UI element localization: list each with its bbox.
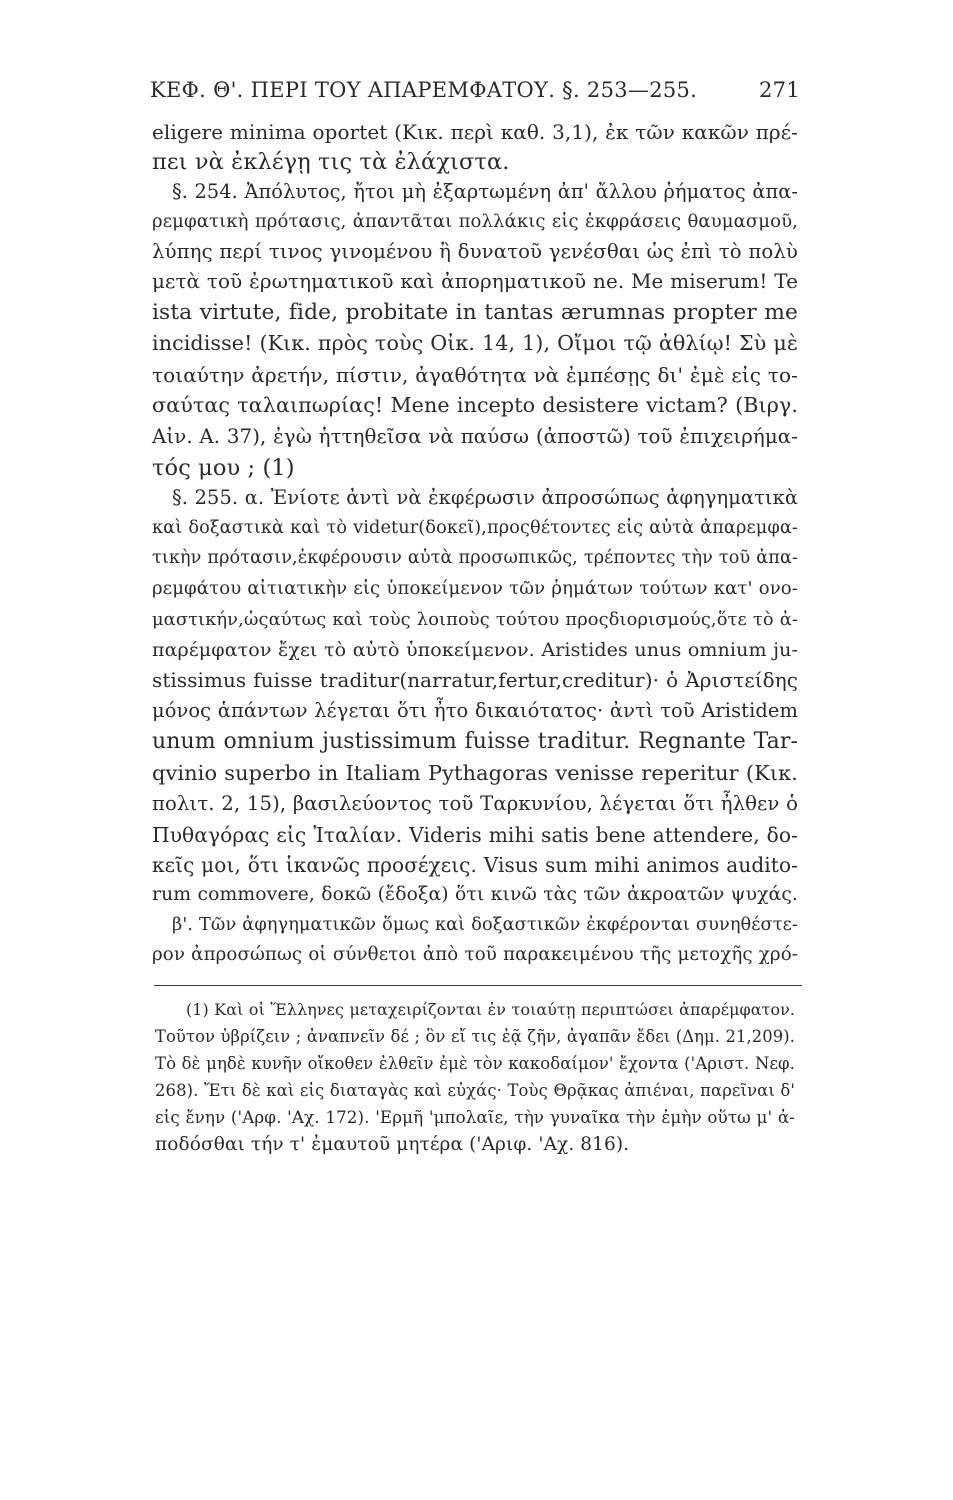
text-line: eligere minima oportet (Κικ. περὶ καθ. 3,1), ἐκ τῶν κακῶν πρέ-	[152, 120, 798, 144]
text-line: stissimus fuisse traditur(narratur,fertur,creditur)· ὁ Ἀριστείδης	[152, 669, 798, 692]
text-line: Πυθαγόρας εἰς Ἰταλίαν. Videris mihi satis bene attendere, δο-	[152, 823, 798, 847]
text-line: πει νὰ ἐκλέγῃ τις τὰ ἐλάχιστα.	[152, 149, 510, 175]
text-line: rum commovere, δοκῶ (ἔδοξα) ὅτι κινῶ τὰς τῶν ἀκροατῶν ψυχάς.	[152, 884, 798, 905]
page-number: 271	[759, 78, 800, 102]
text-line: β'. Τῶν ἀφηγηματικῶν ὅμως καὶ δοξαστικῶν ἐκφέρονται συνηθέστε-	[172, 915, 798, 935]
text-line: ρον ἀπροσώπως οἱ σύνθετοι ἀπὸ τοῦ παρακειμένου τῆς μετοχῆς χρό-	[152, 944, 798, 965]
footnote-rule	[154, 985, 802, 986]
text-line: μόνος ἁπάντων λέγεται ὅτι ἦτο δικαιότατος· ἀντὶ τοῦ Aristidem	[152, 699, 798, 722]
text-line: μαστικήν,ὡςαύτως καὶ τοὺς λοιποὺς τούτου προςδιορισμούς,ὅτε τὸ ἀ-	[152, 609, 798, 630]
text-line: μετὰ τοῦ ἐρωτηματικοῦ καὶ ἀπορηματικοῦ ne. Me miserum! Te	[152, 270, 798, 293]
running-head: ΚΕΦ. Θ'. ΠΕΡΙ ΤΟΥ ΑΠΑΡΕΜΦΑΤΟΥ. §. 253—255.	[150, 78, 698, 102]
text-line: καὶ δοξαστικὰ καὶ τὸ videtur(δοκεῖ),προςθέτοντες εἰς αὐτὰ ἀπαρεμφα-	[152, 518, 798, 538]
text-line: ρεμφατικὴ πρότασις, ἀπαντᾶται πολλάκις εἰς ἐκφράσεις θαυμασμοῦ,	[152, 211, 798, 232]
page-header	[150, 78, 800, 104]
text-line: unum omnium justissimum fuisse traditur. Regnante Tar-	[152, 729, 798, 754]
text-line: λύπης περί τινος γινομένου ἢ δυνατοῦ γενέσθαι ὡς ἐπὶ τὸ πολὺ	[152, 240, 798, 263]
text-line: τικὴν πρότασιν,ἐκφέρουσιν αὐτὰ προσωπικῶς, τρέποντες τὴν τοῦ ἀπα-	[152, 548, 798, 568]
text-line: σαύτας ταλαιπωρίας! Mene incepto desistere victam? (Βιργ.	[152, 393, 798, 417]
footnote-line: ποδόσθαι τήν τ' ἐμαυτοῦ μητέρα ('Αριφ. 'Αχ. 816).	[155, 1134, 630, 1155]
footnote-line: Τὸ δὲ μηδὲ κυνῆν οἴκοθεν ἐλθεῖν ἐμὲ τὸν κακοδαίμον' ἔχοντα ('Αριστ. Νεφ.	[155, 1054, 795, 1073]
footnote-line: 268). Ἔτι δὲ καὶ εἰς διαταγὰς καὶ εὐχάς· Τοὺς Θρᾷκας ἀπιέναι, παρεῖναι δ'	[155, 1081, 795, 1100]
text-line: ista virtute, fide, probitate in tantas ærumnas propter me	[152, 300, 798, 325]
footnote-line: εἰς ἔνην ('Αρφ. 'Αχ. 172). 'Ερμῆ 'μπολαῖε, τὴν γυναῖκα τὴν ἐμὴν οὕτω μ' ἀ-	[155, 1107, 795, 1127]
footnote-line: Τοῦτον ὑβρίζειν ; ἀναπνεῖν δέ ; ὃν εἴ τις ἐᾷ ζῆν, ἀγαπᾶν ἔδει (Δημ. 21,209).	[155, 1027, 795, 1046]
text-line: qvinio superbo in Italiam Pythagoras venisse reperitur (Κικ.	[152, 761, 798, 785]
text-line: Αἰν. Α. 37), ἐγὼ ἡττηθεῖσα νὰ παύσω (ἀποστῶ) τοῦ ἐπιχειρήμα-	[152, 425, 798, 448]
text-line: τός μου ; (1)	[152, 455, 295, 481]
text-line: παρέμφατον ἔχει τὸ αὐτὸ ὑποκείμενον. Aristides unus omnium ju-	[152, 639, 798, 661]
text-line: πολιτ. 2, 15), βασιλεύοντος τοῦ Ταρκυνίου, λέγεται ὅτι ἦλθεν ὁ	[152, 792, 798, 815]
text-line: κεῖς μοι, ὅτι ἱκανῶς προσέχεις. Visus sum mihi animos audito-	[152, 853, 798, 877]
footnote-line: (1) Καὶ οἱ Ἕλληνες μεταχειρίζονται ἐν τοιαύτῃ περιπτώσει ἀπαρέμφατον.	[186, 1000, 795, 1019]
text-line: incidisse! (Κικ. πρὸς τοὺς Οἰκ. 14, 1), Οἴμοι τῷ ἀθλίῳ! Σὺ μὲ	[152, 331, 798, 355]
text-line: τοιαύτην ἀρετήν, πίστιν, ἀγαθότητα νὰ ἐμπέσῃς δι' ἐμὲ εἰς το-	[152, 363, 798, 387]
text-line: §. 254. Ἀπόλυτος, ἤτοι μὴ ἐξαρτωμένη ἀπ' ἄλλου ῥήματος ἀπα-	[172, 180, 798, 203]
text-line: §. 255. α. Ἐνίοτε ἀντὶ νὰ ἐκφέρωσιν ἀπροσώπως ἀφηγηματικὰ	[172, 486, 798, 509]
text-line: ρεμφάτου αἰτιατικὴν εἰς ὑποκείμενον τῶν ῥημάτων τούτων κατ' ονο-	[152, 578, 798, 599]
